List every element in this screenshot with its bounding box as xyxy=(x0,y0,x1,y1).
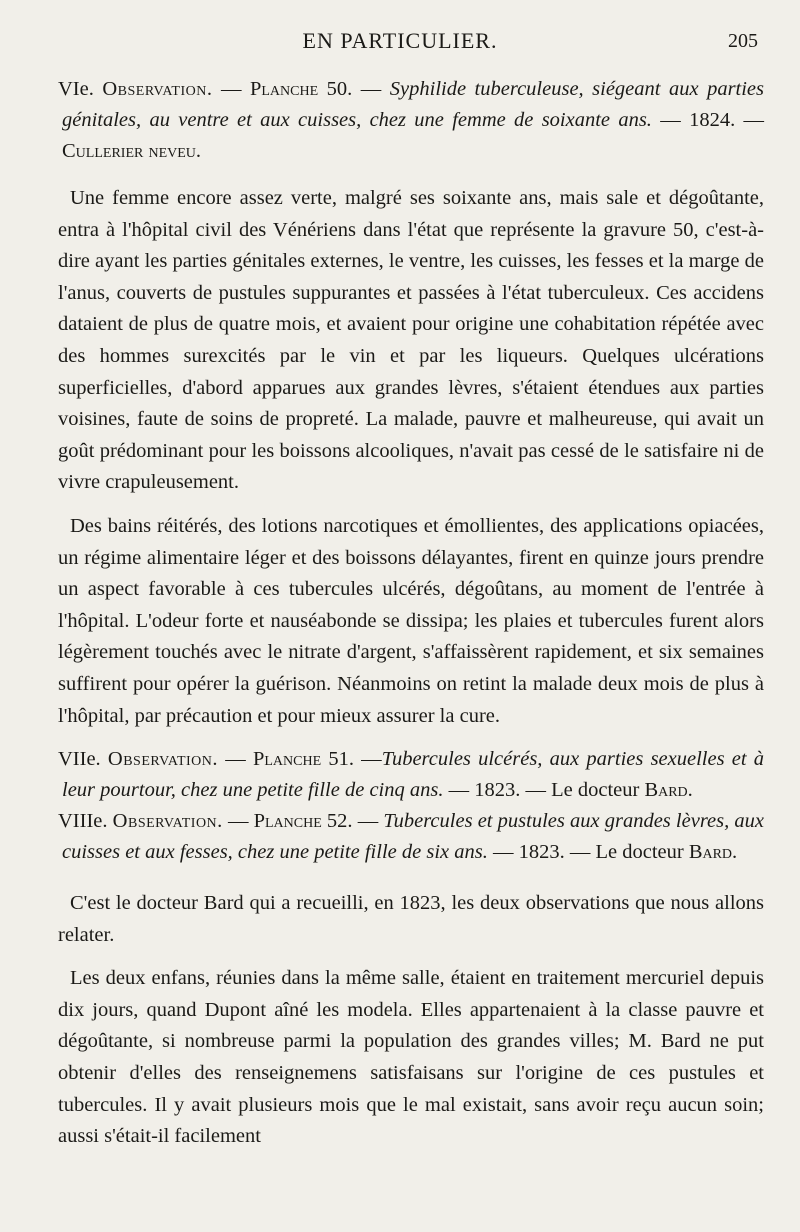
dash: — xyxy=(353,748,382,771)
observation-label: Observation. xyxy=(112,810,223,833)
observation-author: Bard. xyxy=(688,841,738,864)
observation-heading-7 xyxy=(58,744,764,806)
running-title: EN PARTICULIER. xyxy=(302,28,498,53)
body-text xyxy=(58,74,764,1153)
dash: — xyxy=(352,810,384,833)
observation-number: VIe. xyxy=(58,78,94,100)
dash: — xyxy=(220,78,250,100)
observation-year: — 1824. — xyxy=(651,109,764,131)
observation-year: — 1823. — Le docteur xyxy=(487,841,689,864)
dash: — xyxy=(222,810,254,833)
observation-author: Bard. xyxy=(644,779,693,802)
observation-author: Cullerier neveu. xyxy=(62,140,202,162)
observation-heading-6 xyxy=(58,74,764,167)
observation-number: VIIIe. xyxy=(58,810,108,833)
dash: — xyxy=(218,748,253,771)
observation-title: Syphilide tuberculeuse, siégeant aux parties génitales, au ventre et aux cuisses, chez une femme de soixante ans. xyxy=(62,78,765,131)
plate-reference: Planche 52. xyxy=(253,810,353,833)
page-number: 205 xyxy=(728,30,758,52)
plate-reference: Planche 51. xyxy=(252,748,354,771)
dash: — xyxy=(352,78,390,100)
paragraph: Une femme encore assez verte, malgré ses soixante ans, mais sale et dégoûtante, entra à l'hôpital civil des Vénériens dans l'état que représente la gravure 50, c'est-à-dire ayant les parties génitales externes, le ventre, les cuisses, les fesses et la marge de l'anus, couverts de pustules suppurantes et passées à l'état tuberculeux. Ces accidens dataient de plus de quatre mois, et avaient pour origine une cohabitation répétée avec des hommes surexcités par le vin et par les liqueurs. Quelques ulcérations superficielles, d'abord apparues aux grandes lèvres, s'étaient étendues aux parties voisines, faute de soins de propreté. La malade, pauvre et malheureuse, qui avait un goût prédominant pour les boissons alcooliques, n'avait pas cessé de le satisfaire ni de vivre crapuleusement. xyxy=(58,187,764,494)
plate-reference: Planche 50. xyxy=(249,78,353,100)
observation-heading-8 xyxy=(58,806,764,868)
paragraph: C'est le docteur Bard qui a recueilli, en 1823, les deux observations que nous allons relater. xyxy=(58,892,764,946)
paragraph: Des bains réitérés, des lotions narcotiques et émollientes, des applications opiacées, un régime alimentaire léger et des boissons délayantes, firent en quinze jours prendre un aspect favorable à ces tubercules ulcérés, dégoûtans, au moment de l'entrée à l'hôpital. L'odeur forte et nauséabonde se dissipa; les plaies et tubercules furent alors légèrement touchés avec le nitrate d'argent, s'affaissèrent rapidement, et six semaines suffirent pour opérer la guérison. Néanmoins on retint la malade deux mois de plus à l'hôpital, par précaution et pour mieux assurer la cure. xyxy=(58,514,764,727)
observation-year: — 1823. — Le docteur xyxy=(443,779,645,802)
observation-title: Tubercules ulcérés, aux parties sexuelles et à leur pourtour, chez une petite fille de cinq ans. xyxy=(62,748,765,802)
observation-number: VIIe. xyxy=(58,748,101,771)
observation-title: Tubercules et pustules aux grandes lèvres, aux cuisses et aux fesses, chez une petite fille de six ans. xyxy=(62,810,764,864)
running-head xyxy=(0,22,800,62)
paragraph: Les deux enfans, réunies dans la même salle, étaient en traitement mercuriel depuis dix jours, quand Dupont aîné les modela. Elles appartenaient à la classe pauvre et dégoûtante, si nombreuse parmi la population des grandes villes; M. Bard ne put obtenir d'elles des renseignemens satisfaisans sur l'origine de ces pustules et tubercules. Il y avait plusieurs mois que le mal existait, sans avoir reçu aucun soin; aussi s'était-il facilement xyxy=(58,967,764,1148)
observation-label: Observation. xyxy=(107,748,219,771)
observation-label: Observation. xyxy=(102,78,213,100)
